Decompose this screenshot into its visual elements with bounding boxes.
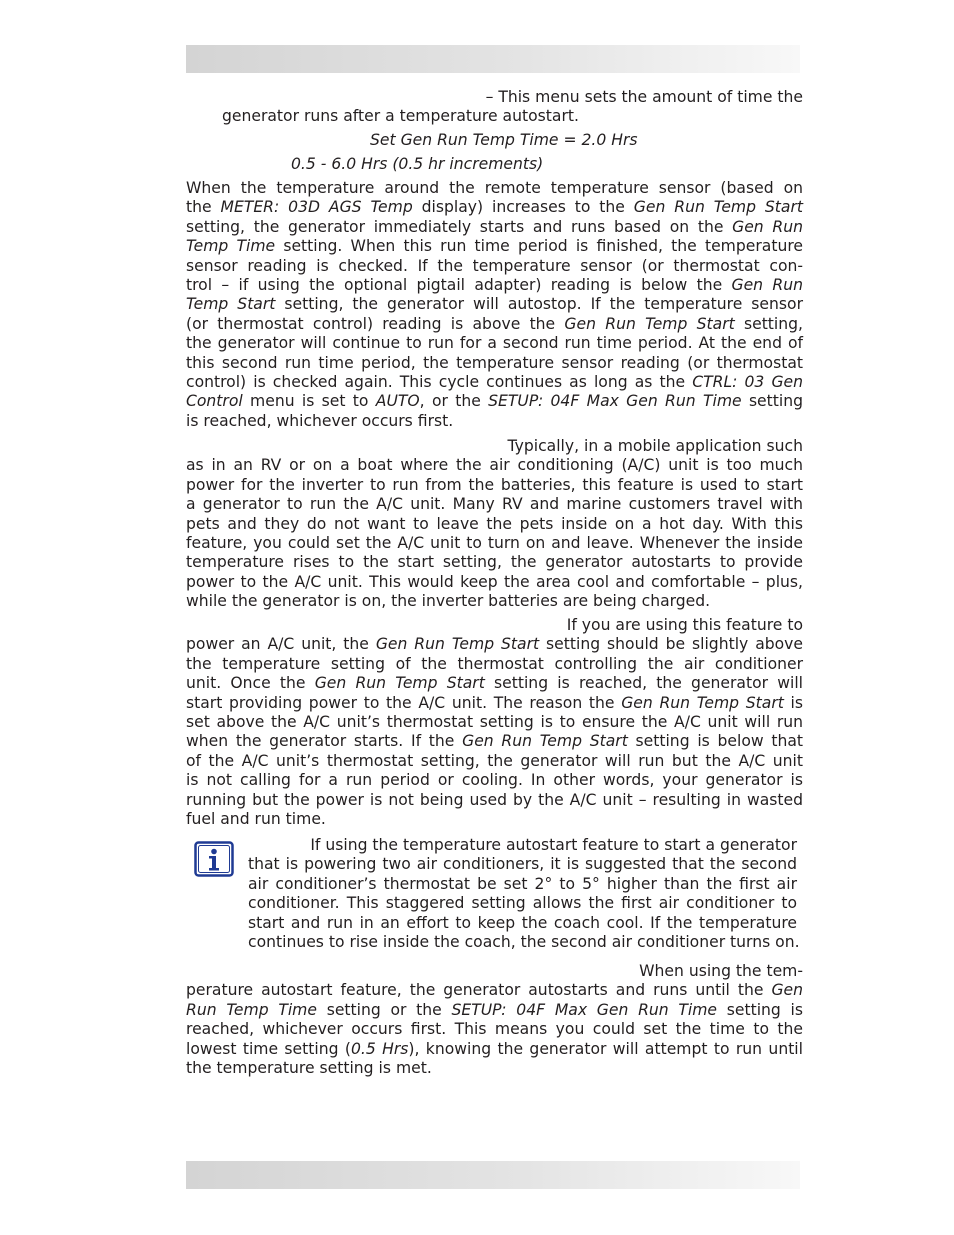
- para1-line: control) is checked again. This cycle continues as long as the CTRL: 03 Gen: [186, 373, 804, 392]
- paragraph-run-time-tip: [186, 962, 803, 1078]
- para3-line: running but the power is not being used by the A/C unit – resulting in wasted: [186, 790, 803, 809]
- ac-setting-body: [186, 635, 803, 829]
- paragraph-typical-use: [186, 437, 803, 612]
- para1-line: the METER: 03D AGS Temp display) increases to the Gen Run Temp Start: [186, 198, 803, 217]
- para1-line: (or thermostat control) reading is above the Gen Run Temp Start setting,: [186, 314, 803, 333]
- para2-line: feature, you could set the A/C unit to turn on and leave. Whenever the inside: [186, 534, 803, 553]
- para2-line: power for the inverter to run from the batteries, this feature is used to start: [186, 475, 803, 494]
- info-note: [248, 836, 800, 952]
- default-setting: Set Gen Run Temp Time = 2.0 Hrs: [370, 131, 638, 149]
- note-line: that is powering two air conditioners, it is suggested that the second: [248, 855, 797, 874]
- footer-bar: [186, 1161, 800, 1189]
- para3-line: power an A/C unit, the Gen Run Temp Start setting should be slightly above: [186, 635, 804, 654]
- header-bar: [186, 45, 800, 73]
- para3-line: of the A/C unit’s thermostat setting, the generator will run but the A/C unit: [186, 751, 803, 770]
- para2-line: as in an RV or on a boat where the air conditioning (A/C) unit is too much: [186, 456, 803, 475]
- para2-line: while the generator is on, the inverter batteries are being charged.: [186, 592, 711, 611]
- info-icon: [194, 841, 234, 877]
- para2-line: a generator to run the A/C unit. Many RV and marine customers travel with: [186, 495, 803, 514]
- para1-line: the generator will continue to run for a second run time period. At the end of: [186, 334, 803, 353]
- para3-line: when the generator starts. If the Gen Run Temp Start setting is below that: [186, 732, 803, 751]
- note-body: [248, 855, 800, 952]
- para4-line: reached, whichever occurs first. This means you could set the time to the: [186, 1020, 803, 1039]
- typical-use-body: [186, 456, 803, 611]
- run-time-tip-first-line: When using the tem-: [639, 962, 803, 980]
- para4-line: the temperature setting is met.: [186, 1059, 432, 1078]
- note-line: air conditioner’s thermostat be set 2° to 5° higher than the first air: [248, 874, 797, 893]
- note-first-line: If using the temperature autostart feature to start a generator: [310, 836, 797, 854]
- run-time-tip-body: [186, 981, 803, 1078]
- para3-line: set above the A/C unit’s thermostat setting is to ensure the A/C unit will run: [186, 713, 803, 732]
- note-line: continues to rise inside the coach, the second air conditioner turns on.: [248, 933, 800, 952]
- para2-line: temperature rises to the start setting, the generator autostarts to provide: [186, 553, 803, 572]
- para1-line: setting, the generator immediately starts and runs based on the Gen Run: [186, 217, 803, 236]
- para1-line: Control menu is set to AUTO, or the SETUP: 04F Max Gen Run Time setting: [186, 392, 803, 411]
- para4-line: perature autostart feature, the generator autostarts and runs until the Gen: [186, 981, 803, 1000]
- para2-line: power to the A/C unit. This would keep the area cool and comfortable – plus,: [186, 572, 803, 591]
- para3-line: unit. Once the Gen Run Temp Start setting is reached, the generator will: [186, 674, 803, 693]
- setting-range: 0.5 - 6.0 Hrs (0.5 hr increments): [291, 155, 544, 173]
- para1-line: Temp Start setting, the generator will autostop. If the temperature sensor: [186, 295, 803, 314]
- run-time-menu-description: [222, 88, 803, 127]
- para4-line: Run Temp Time setting or the SETUP: 04F Max Gen Run Time setting is: [186, 1000, 803, 1019]
- para1-line: When the temperature around the remote temperature sensor (based on: [186, 179, 803, 197]
- para1-line: sensor reading is checked. If the temperature sensor (or thermostat con-: [186, 256, 803, 275]
- para1-line: this second run time period, the temperature sensor reading (or thermostat: [186, 353, 803, 372]
- paragraph-gen-run-temp: [186, 179, 803, 431]
- para1-line: Temp Time setting. When this run time period is finished, the temperature: [186, 237, 803, 256]
- run-time-menu-line1: – This menu sets the amount of time the: [485, 88, 803, 106]
- para4-line: lowest time setting (0.5 Hrs), knowing the generator will attempt to run until: [186, 1039, 803, 1058]
- para3-line: the temperature setting of the thermostat controlling the air conditioner: [186, 654, 803, 673]
- para1-line: is reached, whichever occurs first.: [186, 411, 454, 430]
- typical-use-first-line: Typically, in a mobile application such: [507, 437, 803, 455]
- note-line: conditioner. This staggered setting allows the first air conditioner to: [248, 894, 797, 913]
- para3-line: start providing power to the A/C unit. The reason the Gen Run Temp Start is: [186, 693, 804, 712]
- paragraph-ac-setting: [186, 616, 803, 829]
- para2-line: pets and they do not want to leave the pets inside on a hot day. With this: [186, 514, 803, 533]
- note-line: start and run in an effort to keep the coach cool. If the temperature: [248, 913, 797, 932]
- run-time-menu-line2: generator runs after a temperature autostart.: [222, 107, 579, 126]
- para3-line: is not calling for a run period or cooling. In other words, your generator is: [186, 771, 803, 790]
- para1-line: trol – if using the optional pigtail adapter) reading is below the Gen Run: [186, 276, 803, 295]
- ac-setting-first-line: If you are using this feature to: [566, 616, 803, 634]
- para3-line: fuel and run time.: [186, 810, 326, 829]
